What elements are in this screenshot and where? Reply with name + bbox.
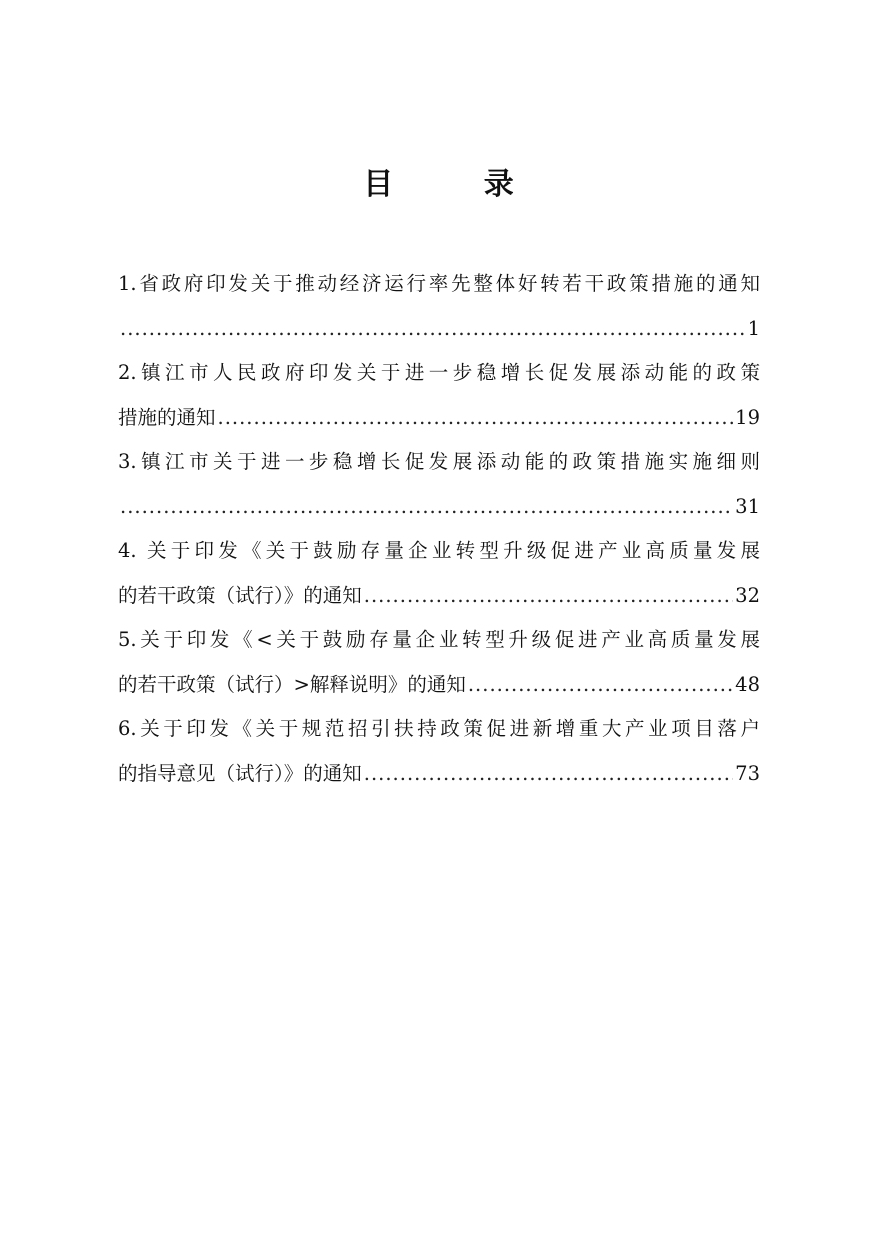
toc-entry-title-cont: 的若干政策（试行）>解释说明》的通知	[118, 672, 466, 696]
toc-entry-title: 1.省政府印发关于推动经济运行率先整体好转若干政策措施的通知	[118, 272, 760, 295]
toc-page-number: 31	[735, 494, 760, 518]
toc-entry-2[interactable]	[118, 351, 760, 440]
toc-title: 目 录	[363, 167, 554, 202]
toc-entry-5[interactable]	[118, 618, 760, 707]
toc-entry-1[interactable]	[118, 262, 760, 351]
toc-entry-4[interactable]	[118, 529, 760, 618]
toc-page-number: 19	[735, 405, 760, 429]
toc-page-number: 48	[735, 672, 760, 696]
toc-entry-title-cont: 措施的通知	[118, 405, 216, 429]
toc-entry-title: 4. 关于印发《关于鼓励存量企业转型升级促进产业高质量发展	[118, 539, 760, 562]
toc-dot-leader	[120, 485, 733, 530]
toc-entry-6[interactable]	[118, 707, 760, 796]
toc-entry-title: 2.镇江市人民政府印发关于进一步稳增长促发展添动能的政策	[118, 361, 760, 384]
toc-dot-leader	[218, 396, 734, 441]
toc-entry-title-cont: 的若干政策（试行）》的通知	[118, 583, 362, 607]
toc-page-number: 32	[735, 583, 760, 607]
toc-page-number: 73	[735, 761, 760, 785]
toc-dot-leader	[364, 574, 733, 619]
toc-entry-3[interactable]	[118, 440, 760, 529]
toc-dot-leader	[364, 752, 733, 797]
toc-entry-title: 6.关于印发《关于规范招引扶持政策促进新增重大产业项目落户	[118, 717, 760, 740]
toc-list	[118, 262, 760, 796]
toc-page-number: 1	[747, 316, 760, 340]
toc-dot-leader	[468, 663, 733, 708]
toc-entry-title-cont: 的指导意见（试行）》的通知	[118, 761, 362, 785]
toc-entry-title: 5.关于印发《<关于鼓励存量企业转型升级促进产业高质量发展	[118, 628, 760, 651]
toc-dot-leader	[120, 307, 746, 352]
toc-entry-title: 3.镇江市关于进一步稳增长促发展添动能的政策措施实施细则	[118, 450, 760, 473]
